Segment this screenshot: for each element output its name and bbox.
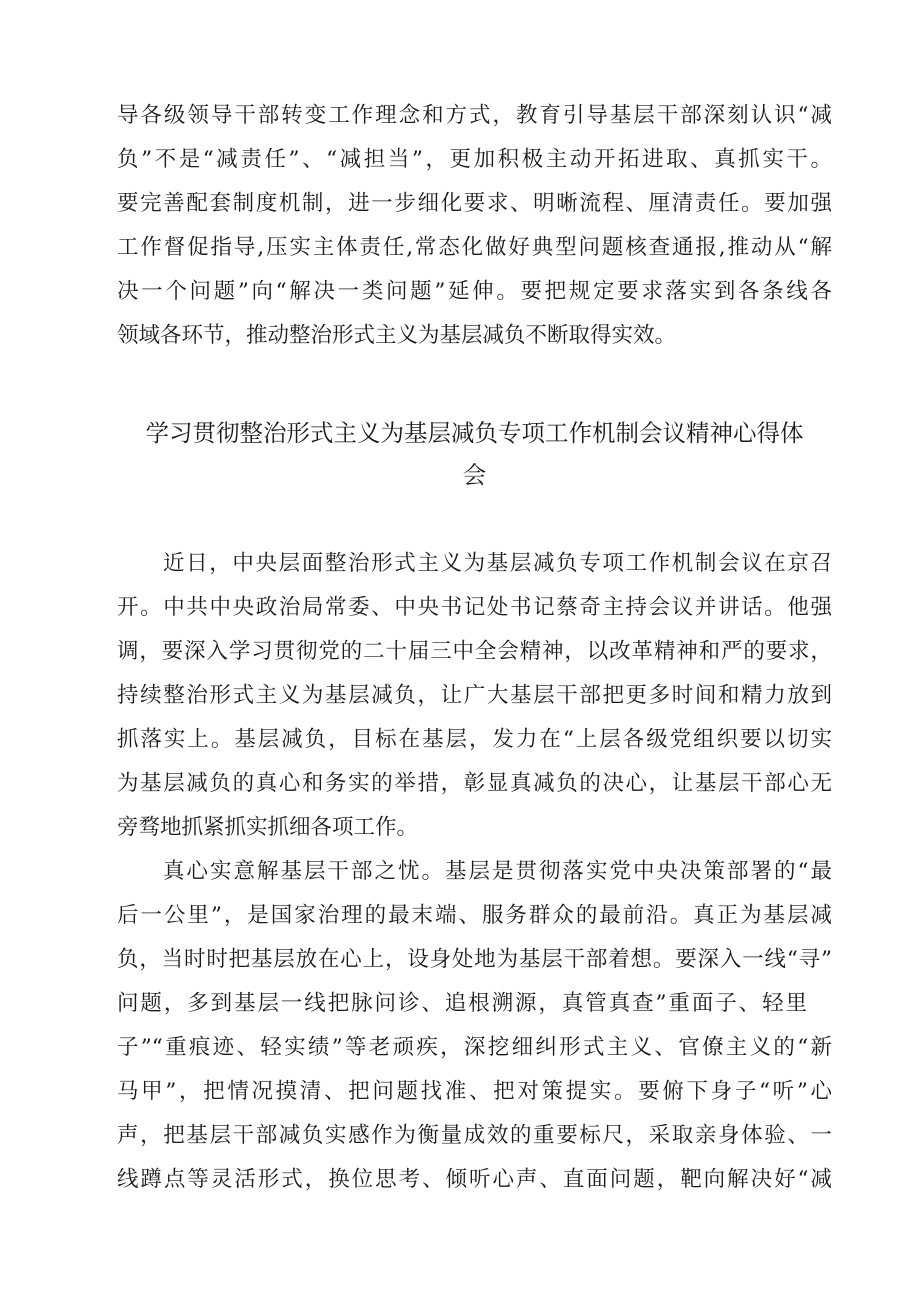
prev-line-3: 要完善配套制度机制，进一步细化要求、明晰流程、厘清责任。要加强 bbox=[117, 191, 832, 216]
p2-line-8: 线蹲点等灵活形式，换位思考、倾听心声、直面问题，靶向解决好“减 bbox=[117, 1167, 832, 1192]
prev-line-4: 工作督促指导,压实主体责任,常态化做好典型问题核查通报,推动从“解 bbox=[117, 235, 832, 260]
p2-line-5: 子”“重痕迹、轻实绩”等老顽疾，深挖细纠形式主义、官僚主义的“新 bbox=[117, 1035, 832, 1060]
p2-line-7: 声，把基层干部减负实感作为衡量成效的重要标尺，采取亲身体验、一 bbox=[117, 1123, 832, 1148]
prev-line-5: 决一个问题”向“解决一类问题”延伸。要把规定要求落实到各条线各 bbox=[117, 279, 832, 304]
p1-line-5: 抓落实上。基层减负，目标在基层，发力在“上层各级党组织要以切实 bbox=[117, 727, 832, 752]
p2-line-4: 问题，多到基层一线把脉问诊、追根溯源，真管真查”重面子、轻里 bbox=[117, 991, 807, 1016]
article-title-line-2: 会 bbox=[462, 461, 487, 489]
p2-line-2: 后一公里”，是国家治理的最末端、服务群众的最前沿。真正为基层减 bbox=[117, 903, 832, 928]
p2-line-1: 真心实意解基层干部之忧。基层是贯彻落实党中央决策部署的“最 bbox=[163, 859, 832, 884]
p1-line-1: 近日，中央层面整治形式主义为基层减负专项工作机制会议在京召 bbox=[163, 551, 832, 576]
p1-line-4: 持续整治形式主义为基层减负，让广大基层干部把更多时间和精力放到 bbox=[117, 683, 832, 708]
prev-line-1: 导各级领导干部转变工作理念和方式，教育引导基层干部深刻认识“减 bbox=[117, 103, 832, 128]
p2-line-6: 马甲”，把情况摸清、把问题找准、把对策提实。要俯下身子“听”心 bbox=[117, 1079, 832, 1104]
p2-line-3: 负，当时时把基层放在心上，设身处地为基层干部着想。要深入一线“寻” bbox=[117, 947, 832, 972]
prev-line-2: 负”不是“减责任”、“减担当”，更加积极主动开拓进取、真抓实干。 bbox=[117, 147, 832, 172]
p1-line-7: 旁骛地抓紧抓实抓细各项工作。 bbox=[117, 815, 419, 840]
p1-line-3: 调，要深入学习贯彻党的二十届三中全会精神，以改革精神和严的要求， bbox=[117, 639, 832, 664]
p1-line-2: 开。中共中央政治局常委、中央书记处书记蔡奇主持会议并讲话。他强 bbox=[117, 595, 832, 620]
article-title-line-1: 学习贯彻整治形式主义为基层减负专项工作机制会议精神心得体 bbox=[145, 419, 804, 447]
prev-line-6: 领域各环节，推动整治形式主义为基层减负不断取得实效。 bbox=[117, 323, 677, 348]
p1-line-6: 为基层减负的真心和务实的举措，彰显真减负的决心，让基层干部心无 bbox=[117, 771, 832, 796]
